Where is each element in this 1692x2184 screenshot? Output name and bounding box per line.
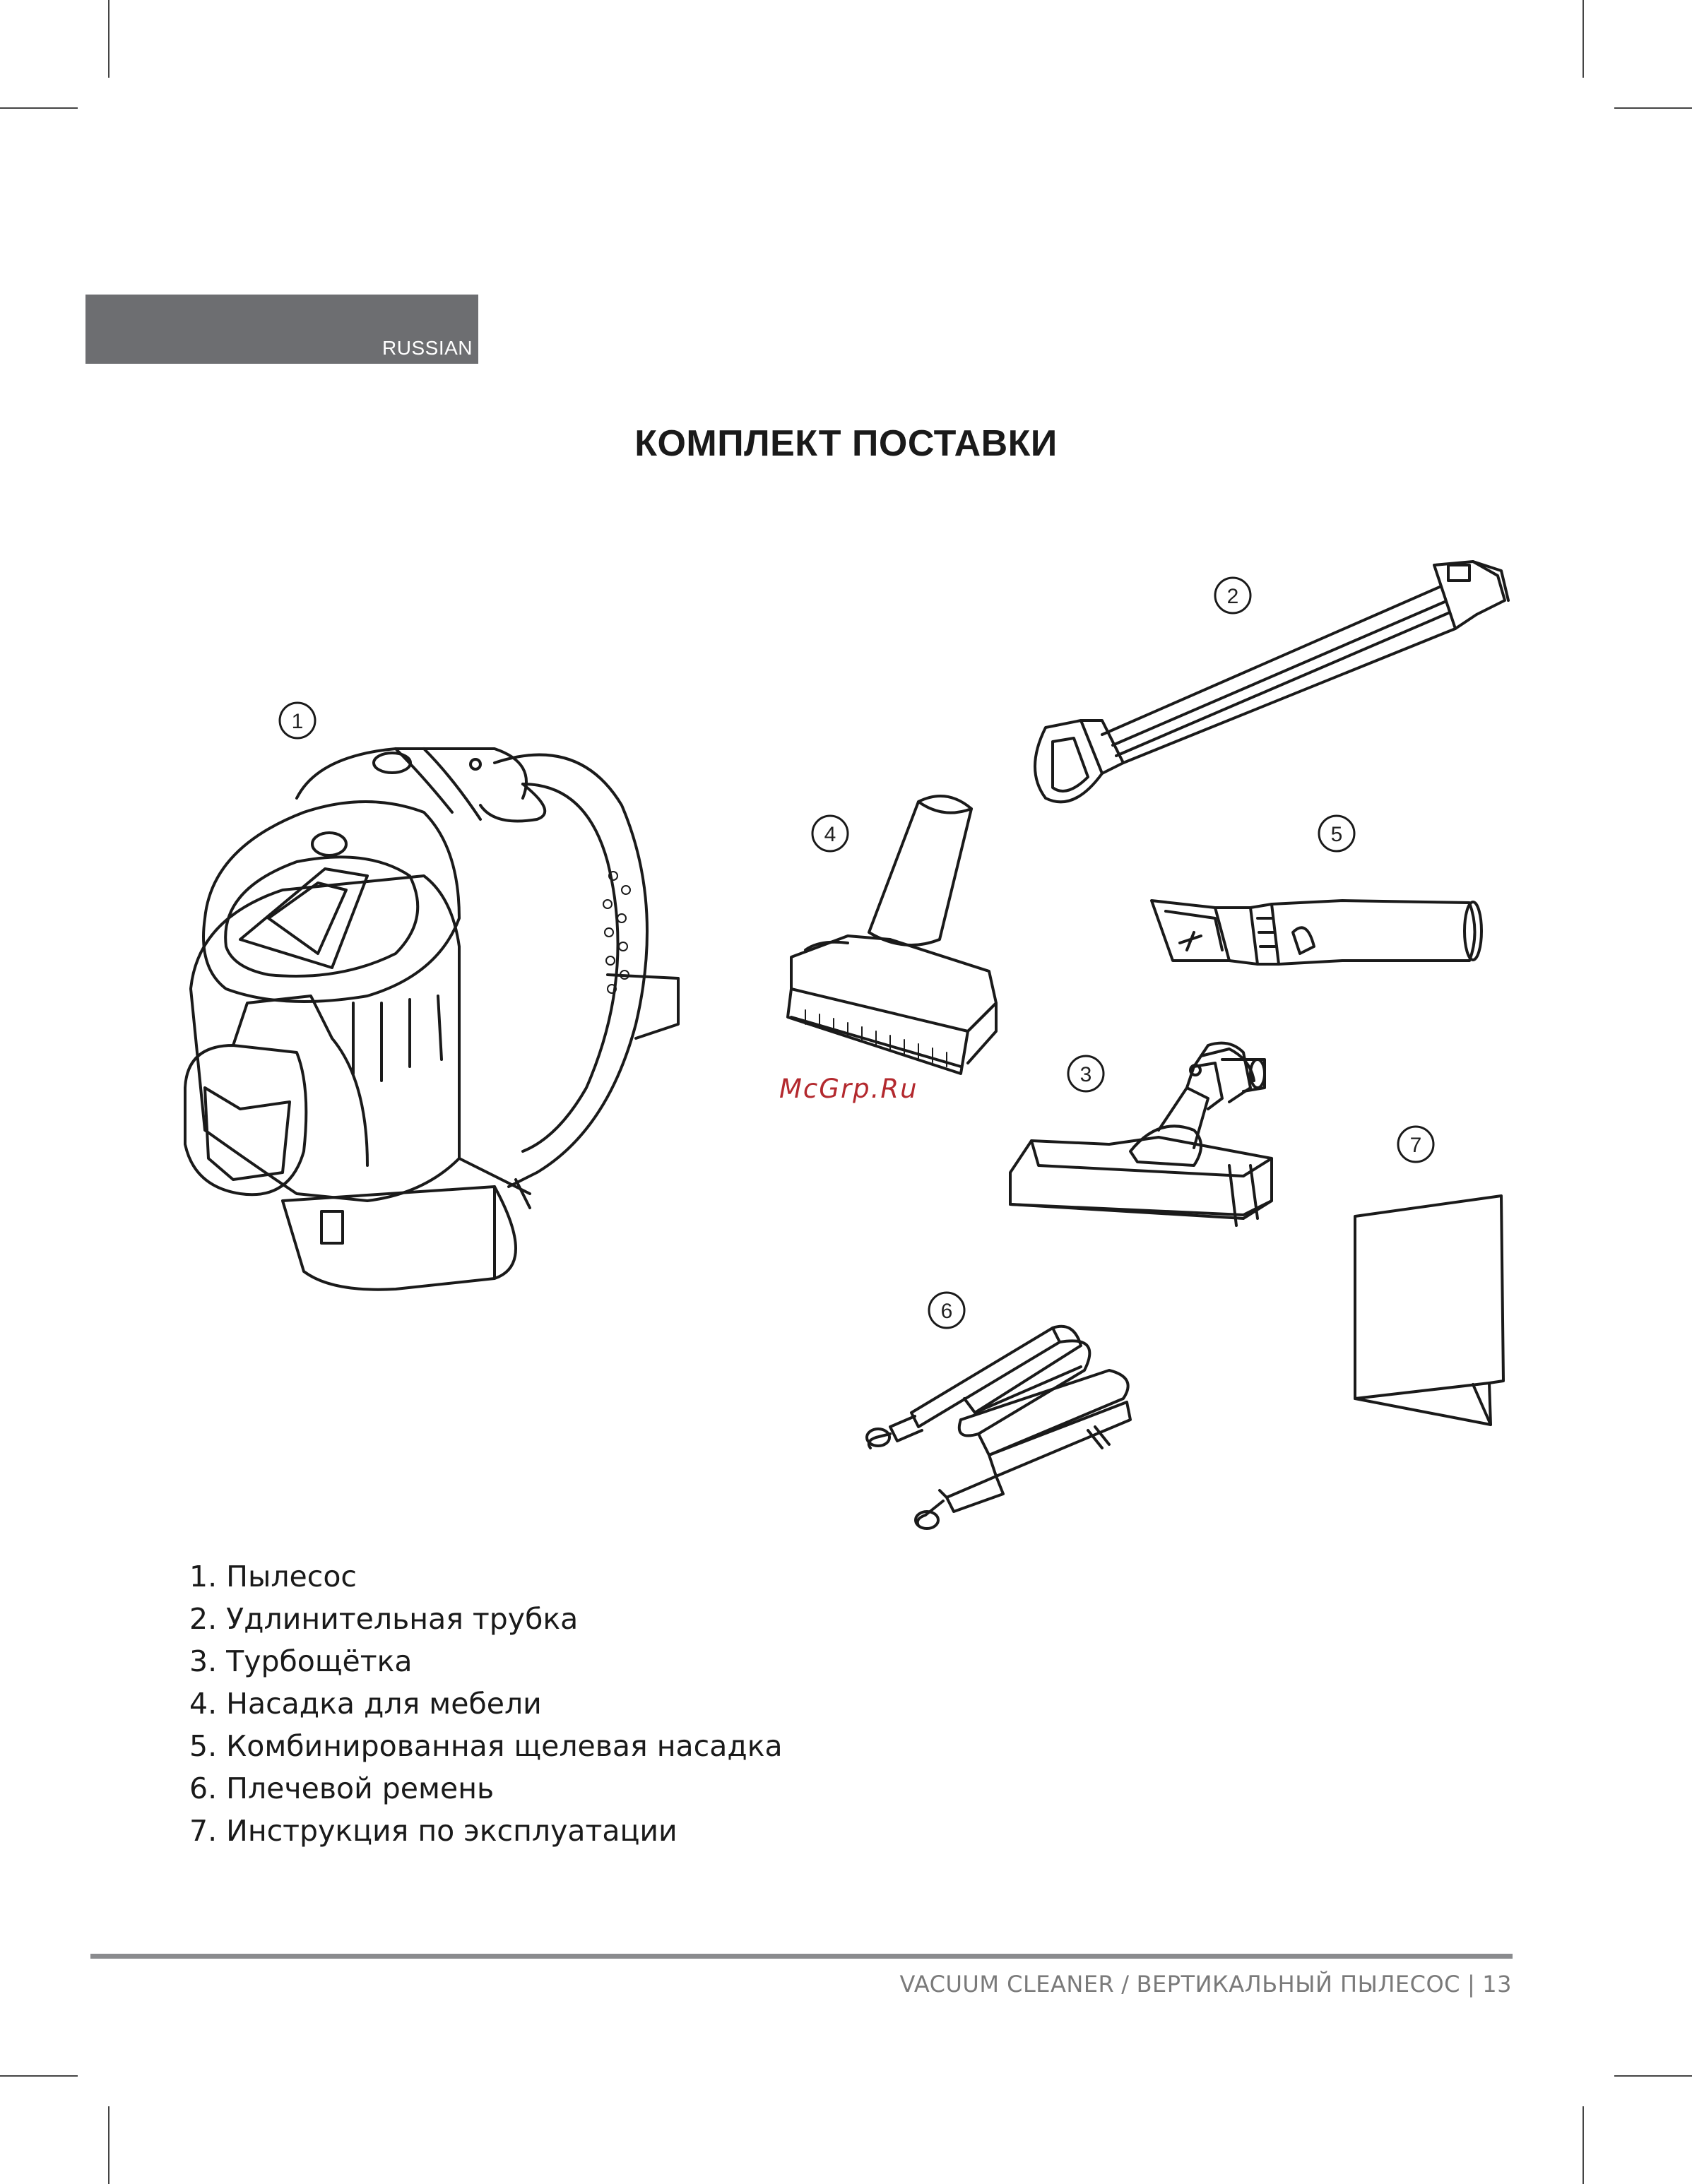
footer-product-ru: ВЕРТИКАЛЬНЫЙ ПЫЛЕСОС [1136, 1971, 1460, 1998]
crop-mark [0, 2075, 78, 2077]
list-item: 2. Удлинительная трубка [189, 1602, 579, 1636]
list-item: 3. Турбощётка [189, 1644, 413, 1678]
footer-divider: | [1467, 1971, 1476, 1998]
crop-mark [1614, 2075, 1692, 2077]
list-item: 1. Пылесос [189, 1560, 357, 1594]
callout-6: 6 [940, 1300, 953, 1323]
contents-list [189, 1555, 783, 1852]
crevice-nozzle-drawing [1152, 901, 1481, 964]
footer-product: VACUUM CLEANER [899, 1971, 1115, 1998]
callout-badges [280, 578, 1433, 1328]
page-title: КОМПЛЕКТ ПОСТАВКИ [634, 423, 1058, 464]
footer-slash: / [1121, 1971, 1130, 1998]
extension-tube-drawing [1035, 562, 1508, 802]
list-item: 7. Инструкция по эксплуатации [189, 1814, 678, 1848]
page-number: 13 [1482, 1971, 1512, 1998]
vacuum-cleaner-drawing [185, 749, 678, 1290]
crop-mark [108, 2106, 110, 2184]
turbo-brush-drawing [1010, 1043, 1272, 1225]
page-footer [899, 1971, 1512, 1998]
callout-2: 2 [1226, 585, 1239, 608]
callout-1: 1 [291, 710, 304, 733]
furniture-brush-drawing [788, 796, 996, 1074]
shoulder-strap-drawing [867, 1327, 1130, 1529]
footer-rule [90, 1954, 1513, 1959]
callout-7: 7 [1409, 1134, 1422, 1157]
list-item: 6. Плечевой ремень [189, 1771, 495, 1805]
watermark: McGrp.Ru [779, 1074, 918, 1104]
manual-booklet-drawing [1355, 1196, 1503, 1425]
callout-5: 5 [1330, 823, 1343, 846]
list-item: 4. Насадка для мебели [189, 1687, 542, 1721]
callout-4: 4 [824, 823, 836, 846]
list-item: 5. Комбинированная щелевая насадка [189, 1729, 783, 1763]
crop-mark [1582, 2106, 1584, 2184]
callout-3: 3 [1079, 1063, 1092, 1086]
language-label: RUSSIAN [382, 337, 473, 359]
